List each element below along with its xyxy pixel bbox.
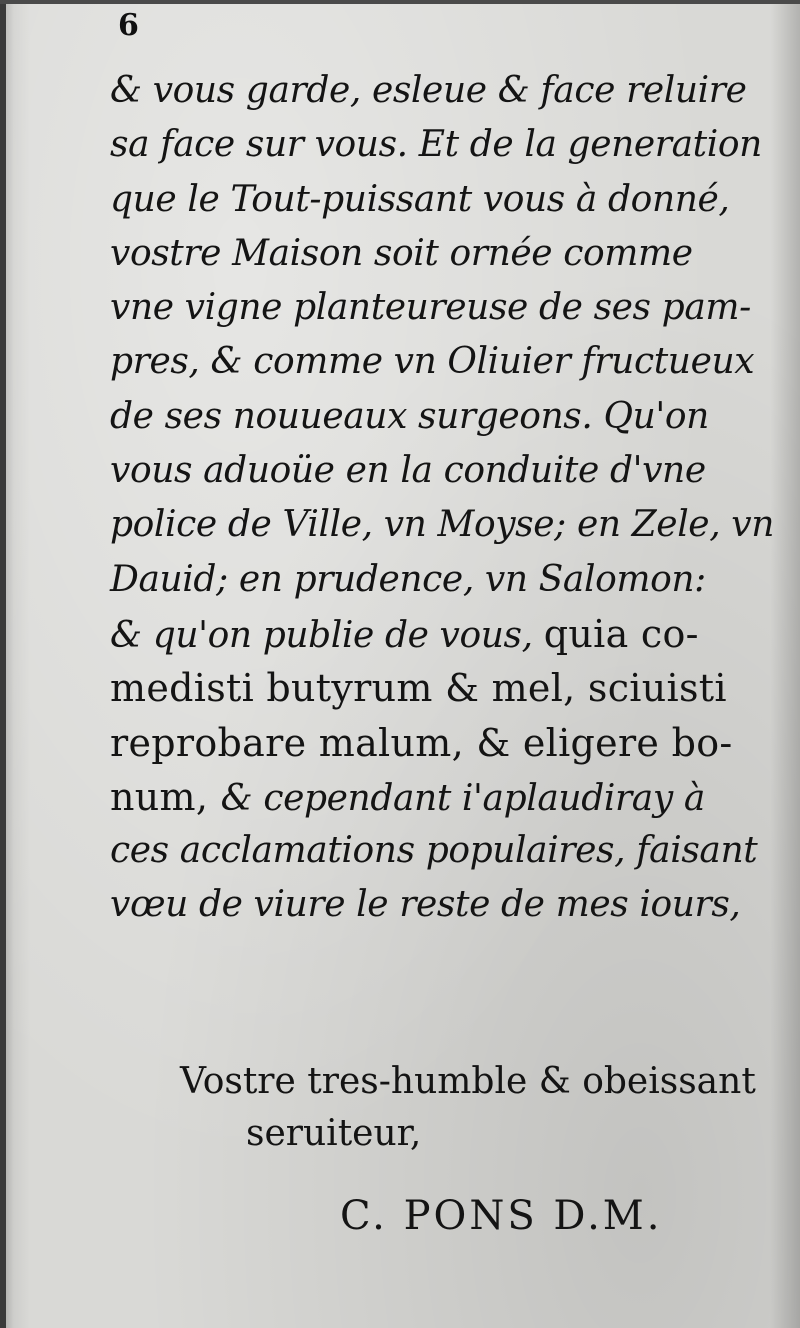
body-line: ces acclamations populaires, faisant (110, 830, 758, 872)
body-line: pres, & comme vn Oliuier fructueux (110, 341, 755, 383)
body-line: vœu de viure le reste de mes iours, (110, 884, 741, 926)
closing-line-1: Vostre tres-humble & obeissant (180, 1061, 756, 1102)
body-line: vostre Maison soit ornée comme (110, 232, 693, 274)
body-line: Dauid; en prudence, vn Salomon: (110, 558, 706, 600)
signature: C. PONS D.M. (340, 1193, 663, 1239)
page-top-edge (0, 0, 800, 4)
page-left-edge (0, 0, 6, 1328)
body-line: vne vigne planteureuse de ses pam- (110, 287, 751, 329)
body-line: de ses nouueaux surgeons. Qu'on (110, 395, 709, 437)
page-number: 6 (118, 8, 139, 43)
body-line: & vous garde, esleue & face reluire (110, 70, 747, 111)
body-line-italic-part: & qu'on publie de vous, (110, 614, 544, 656)
body-line: reprobare malum, & eligere bo- (110, 720, 733, 765)
body-line-roman-part: num, (110, 774, 221, 819)
closing-formula (180, 1056, 760, 1160)
body-line-roman-part: quia co- (543, 611, 699, 656)
body-line: que le Tout-puissant vous à donné, (110, 178, 730, 220)
closing-line-2: seruiteur, (246, 1113, 422, 1154)
body-line: police de Ville, vn Moyse; en Zele, vn (110, 504, 775, 546)
body-line: sa face sur vous. Et de la generation (110, 124, 762, 166)
body-line-italic-part: & cependant i'aplaudiray à (220, 777, 705, 819)
body-text (110, 64, 775, 933)
body-line-mixed (110, 607, 760, 661)
body-line: vous aduoüe en la conduite d'vne (110, 450, 706, 492)
body-line: medisti butyrum & mel, sciuisti (110, 666, 727, 711)
body-line-mixed (110, 770, 760, 824)
